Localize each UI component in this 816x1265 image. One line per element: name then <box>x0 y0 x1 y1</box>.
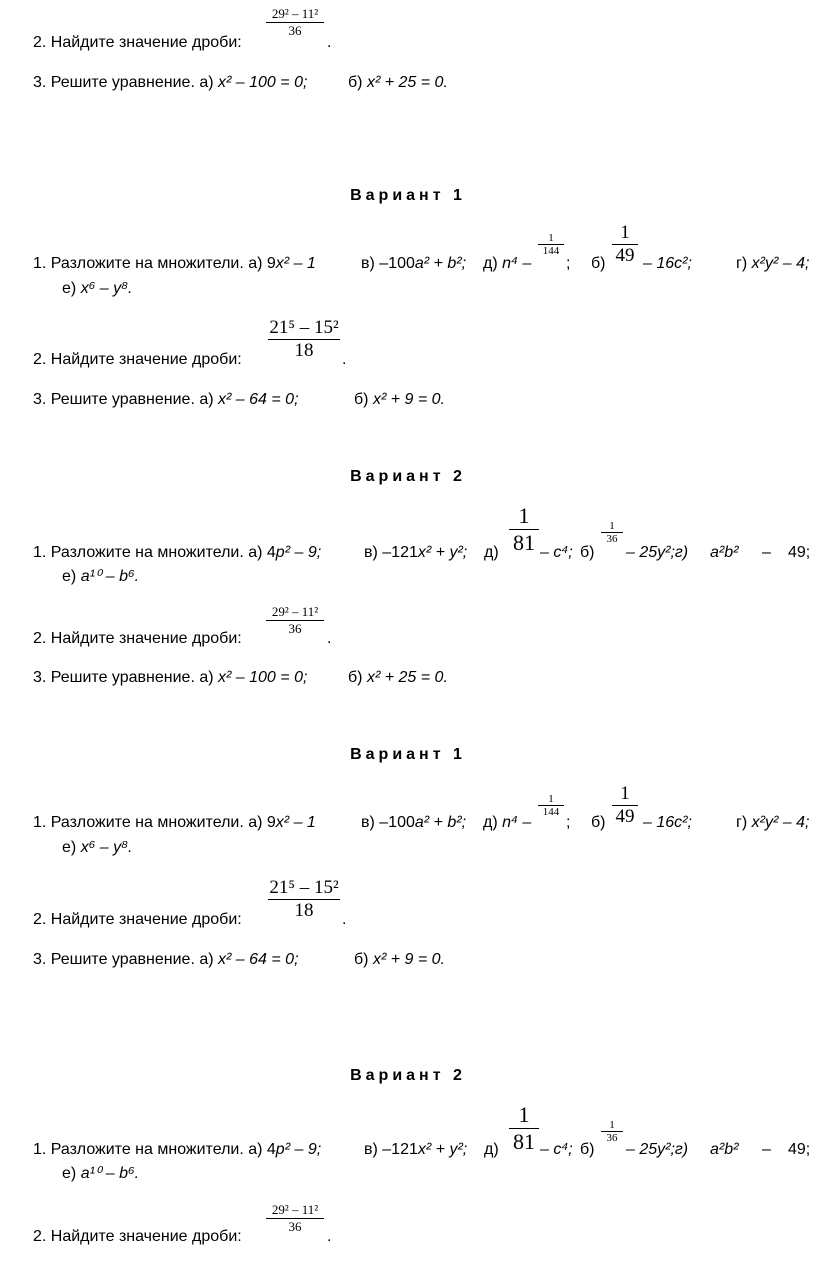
variant-title: Вариант 1 <box>350 187 466 204</box>
task-2: 2. Найдите значение дроби: <box>33 630 242 647</box>
task-1-g: a²b² <box>710 544 739 561</box>
variant-title: Вариант 2 <box>350 1067 466 1084</box>
task-1: 1. Разложите на множители. а) 4p² – 9; <box>33 544 322 561</box>
task-2: 2. Найдите значение дроби: <box>33 351 242 368</box>
task-1-b: – 16c²; <box>643 255 692 272</box>
task-2-end: . <box>342 351 347 368</box>
task-3: 3. Решите уравнение. а) x² – 64 = 0; <box>33 951 299 968</box>
task-3-b: б) x² + 25 = 0. <box>348 74 448 91</box>
task-1: 1. Разложите на множители. а) 9x² – 1 <box>33 255 316 272</box>
task-3-b: б) x² + 25 = 0. <box>348 669 448 686</box>
fraction: 21⁵ – 15² 18 <box>269 877 339 921</box>
task-3: 3. Решите уравнение. а) x² – 64 = 0; <box>33 391 299 408</box>
variant-title: Вариант 1 <box>350 746 466 763</box>
task-1-v: в) –100a² + b²; <box>361 814 467 831</box>
fraction: 1 144 <box>538 232 564 257</box>
task-1-g-end: 49; <box>788 1141 811 1158</box>
task-2-end: . <box>327 34 332 51</box>
task-1-b-label: б) <box>580 544 595 561</box>
task-1-d: – c⁴; <box>540 544 573 561</box>
task-3: 3. Решите уравнение. а) x² – 100 = 0; <box>33 74 308 91</box>
task-1-d: д) n⁴ – <box>483 814 532 831</box>
task-1-b: – 25y²;г) <box>626 1141 689 1158</box>
task-1-d-end: ; <box>566 255 571 272</box>
task-1-d-end: ; <box>566 814 571 831</box>
task-2-end: . <box>342 911 347 928</box>
fraction: 1 81 <box>509 1102 539 1155</box>
task-3-b: б) x² + 9 = 0. <box>354 391 445 408</box>
task-1-d-label: д) <box>484 544 499 561</box>
task-2-end: . <box>327 630 332 647</box>
fraction: 1 144 <box>538 793 564 818</box>
task-2: 2. Найдите значение дроби: <box>33 34 242 51</box>
task-1-g: г) x²y² – 4; <box>736 814 810 831</box>
task-1-v: в) –121x² + y²; <box>364 1141 468 1158</box>
task-1-d-label: д) <box>484 1141 499 1158</box>
task-2: 2. Найдите значение дроби: <box>33 911 242 928</box>
task-1-b-label: б) <box>580 1141 595 1158</box>
task-1-e: е) a¹⁰ – b⁶. <box>62 1165 140 1182</box>
fraction: 1 36 <box>601 1119 623 1144</box>
task-1-e: е) a¹⁰ – b⁶. <box>62 568 140 585</box>
task-1-g-minus: – <box>762 544 771 561</box>
fraction: 1 36 <box>601 520 623 545</box>
fraction: 1 49 <box>612 783 638 828</box>
task-1-b-label: б) <box>591 255 606 272</box>
task-2-end: . <box>327 1228 332 1245</box>
task-1-v: в) –100a² + b²; <box>361 255 467 272</box>
fraction <box>266 6 324 39</box>
task-1-v: в) –121x² + y²; <box>364 544 468 561</box>
variant-title: Вариант 2 <box>350 468 466 485</box>
task-1-e: е) x⁶ – y⁸. <box>62 839 133 856</box>
fraction: 29² – 11² 36 <box>266 604 324 637</box>
task-1-d: д) n⁴ – <box>483 255 532 272</box>
fraction: 21⁵ – 15² 18 <box>269 317 339 361</box>
task-1-g-end: 49; <box>788 544 811 561</box>
fraction: 1 49 <box>612 222 638 267</box>
task-1-e: е) x⁶ – y⁸. <box>62 280 133 297</box>
task-1-g: a²b² <box>710 1141 739 1158</box>
task-1-b-label: б) <box>591 814 606 831</box>
task-1-b: – 25y²;г) <box>626 544 689 561</box>
task-1-b: – 16c²; <box>643 814 692 831</box>
task-2: 2. Найдите значение дроби: <box>33 1228 242 1245</box>
task-1-g: г) x²y² – 4; <box>736 255 810 272</box>
task-1-g-minus: – <box>762 1141 771 1158</box>
fraction: 1 81 <box>509 503 539 556</box>
fraction: 29² – 11² 36 <box>266 1202 324 1235</box>
task-1: 1. Разложите на множители. а) 9x² – 1 <box>33 814 316 831</box>
fraction-numerator: 29² – 11² <box>271 6 319 21</box>
fraction-denominator: 36 <box>288 23 302 38</box>
task-1: 1. Разложите на множители. а) 4p² – 9; <box>33 1141 322 1158</box>
task-1-d: – c⁴; <box>540 1141 573 1158</box>
task-3: 3. Решите уравнение. а) x² – 100 = 0; <box>33 669 308 686</box>
task-3-b: б) x² + 9 = 0. <box>354 951 445 968</box>
